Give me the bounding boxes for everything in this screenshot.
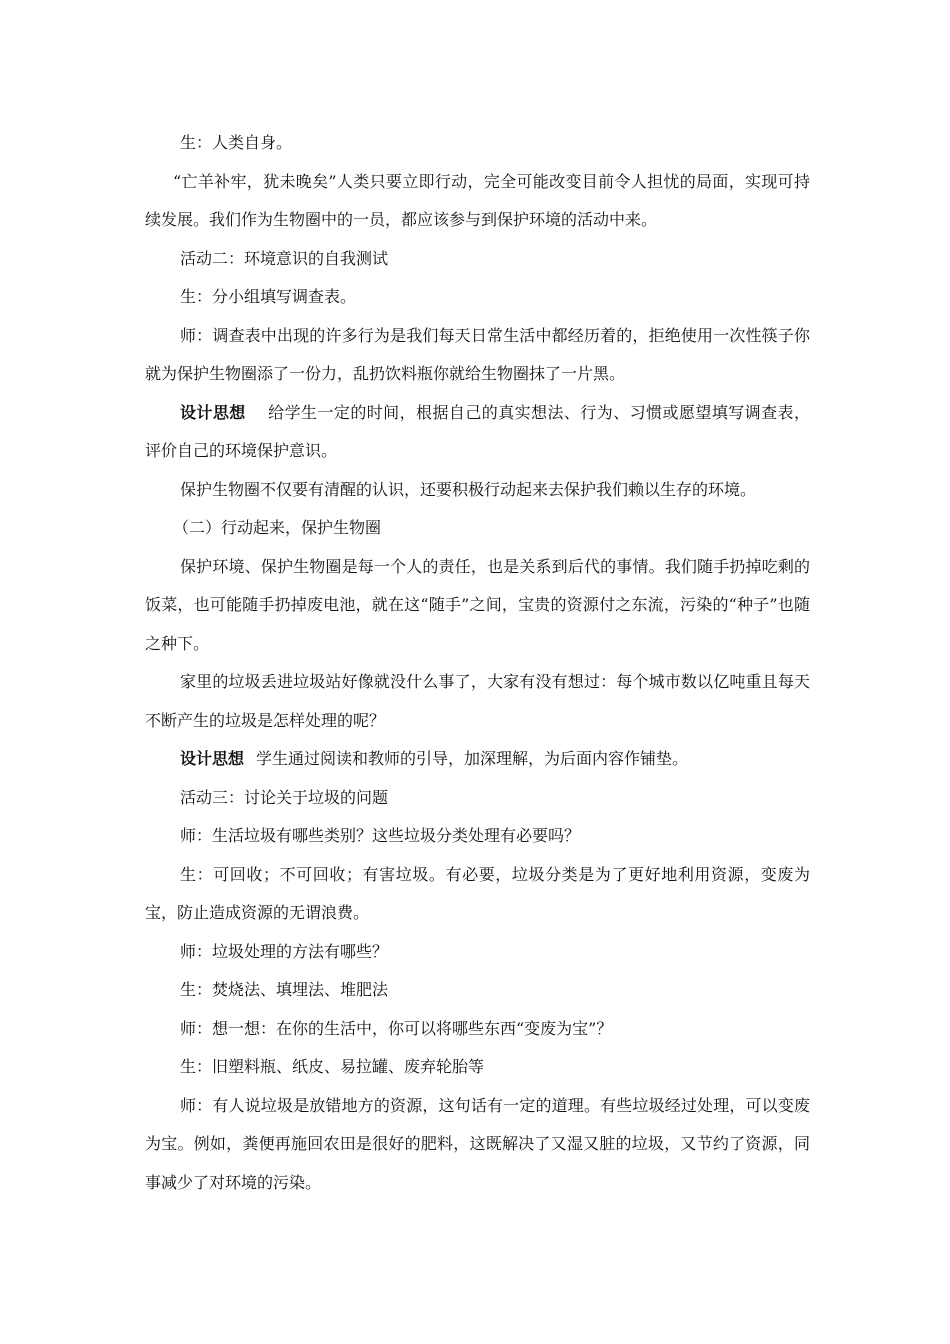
responsibility-paragraph: 保护环境、保护生物圈是每一个人的责任，也是关系到后代的事情。我们随手扔掉吃剩的饭菜，也可能随手扔掉废电池，就在这“随手”之间，宝贵的资源付之东流，污染的“种子”也随之种下。 xyxy=(145,556,810,653)
student-survey-paragraph: 生：分小组填写调查表。 xyxy=(180,287,357,306)
teacher-conclusion-paragraph: 师：有人说垃圾是放错地方的资源，这句话有一定的道理。有些垃圾经过处理，可以变废为宝。例如，粪便再施回农田是很好的肥料，这既解决了又湿又脏的垃圾，又节约了资源，同事减少了对环境的污染。 xyxy=(145,1095,810,1192)
design-idea-label-1: 设计思想 xyxy=(180,402,246,422)
design-idea-text-2: 学生通过阅读和教师的引导，加深理解，为后面内容作铺垫。 xyxy=(256,749,689,768)
teacher-question-methods: 师：垃圾处理的方法有哪些？ xyxy=(180,941,389,961)
teacher-question-categories: 师：生活垃圾有哪些类别？这些垃圾分类处理有必要吗？ xyxy=(180,826,581,845)
student-answer-methods: 生：焚烧法、填埋法、堆肥法 xyxy=(180,980,389,999)
student-answer-reuse: 生：旧塑料瓶、纸皮、易拉罐、废弃轮胎等 xyxy=(180,1057,485,1076)
activity-two-heading: 活动二：环境意识的自我测试 xyxy=(180,248,389,268)
student-answer-paragraph: 生：人类自身。 xyxy=(180,133,293,152)
design-idea-label-2: 设计思想 xyxy=(180,749,245,768)
student-answer-categories: 生：可回收；不可回收；有害垃圾。有必要，垃圾分类是为了更好地利用资源，变废为宝，防止造成资源的无谓浪费。 xyxy=(145,864,810,922)
design-idea-text-1: 给学生一定的时间，根据自己的真实想法、行为、习惯或愿望填写调查表，评价自己的环境保护意识。 xyxy=(145,402,810,460)
design-idea-paragraph-1 xyxy=(145,394,810,471)
document-body xyxy=(145,124,810,1202)
design-idea-paragraph-2 xyxy=(145,740,810,779)
proverb-paragraph: “亡羊补牢，犹未晚矣”人类只要立即行动，完全可能改变目前令人担忧的局面，实现可持续发展。我们作为生物圈中的一员，都应该参与到保护环境的活动中来。 xyxy=(145,171,810,229)
garbage-question-paragraph: 家里的垃圾丢进垃圾站好像就没什么事了，大家有没有想过：每个城市数以亿吨重且每天不断产生的垃圾是怎样处理的呢？ xyxy=(145,672,810,730)
protect-biosphere-paragraph: 保护生物圈不仅要有清醒的认识，还要积极行动起来去保护我们赖以生存的环境。 xyxy=(180,479,757,499)
teacher-question-reuse: 师：想一想：在你的生活中，你可以将哪些东西“变废为宝”？ xyxy=(180,1018,613,1038)
teacher-survey-paragraph: 师：调查表中出现的许多行为是我们每天日常生活中都经历着的，拒绝使用一次性筷子你就为保护生物圈添了一份力，乱扔饮料瓶你就给生物圈抹了一片黑。 xyxy=(145,325,810,383)
activity-three-heading: 活动三：讨论关于垃圾的问题 xyxy=(180,787,389,807)
section-two-heading: （二）行动起来，保护生物圈 xyxy=(173,518,382,537)
